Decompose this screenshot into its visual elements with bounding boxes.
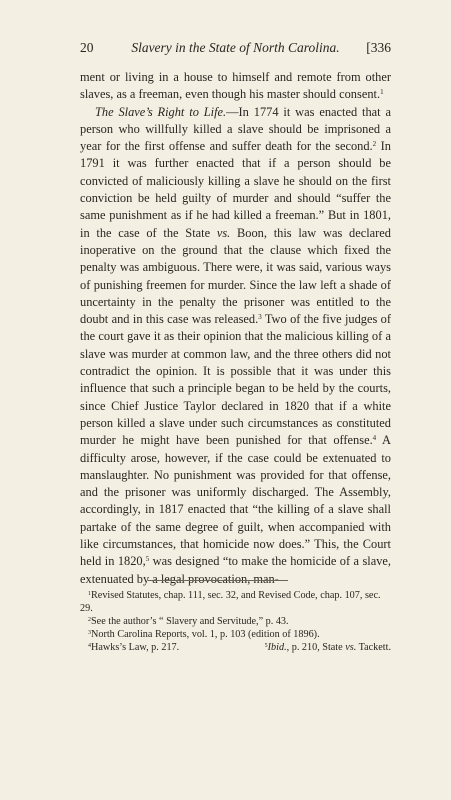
footnote-2 bbox=[80, 615, 391, 628]
paragraph-text-f: was designed “to make the homicide of a slave, extenuated by a legal provocation, man- bbox=[80, 554, 391, 586]
paragraph-text-d: Two of the five judges of the court gave it as their opinion that the malicious killing of a slave was murder at common law, and the three others did not contradict the opinion. It is possible that it was under this influence that such a principle began to be held by the courts, since Chief Justice Taylor declared in 1820 that if a white person killed a slave under such circumstances as constituted murder he might have been punished for that offense. bbox=[80, 312, 391, 448]
footnote-marker: 5 bbox=[264, 643, 268, 649]
body-text bbox=[80, 69, 391, 588]
running-header bbox=[80, 40, 391, 56]
ibid-abbrev: Ibid. bbox=[267, 642, 287, 653]
footnote-text: See the author’s “ Slavery and Servitude,” p. 43. bbox=[91, 616, 289, 627]
paragraph-text-b: In 1791 it was further enacted that if a person should be convicted of maliciously killing a slave he should on the first conviction be held guilty of murder and should “suffer the same punishment as if he had killed a freeman.” But in 1801, in the case of the State bbox=[80, 139, 391, 240]
versus-abbrev: vs. bbox=[345, 642, 357, 653]
page-number: 20 bbox=[80, 40, 94, 55]
footnote-text: North Carolina Reports, vol. 1, p. 103 (edition of 1896). bbox=[91, 629, 320, 640]
footnotes bbox=[80, 589, 391, 654]
footnote-divider bbox=[148, 580, 288, 581]
continuation-text: ment or living in a house to himself and remote from other slaves, as a freeman, even though his master should consent. bbox=[80, 70, 391, 102]
footnote-ref-5: 5 bbox=[145, 555, 150, 564]
versus-abbrev: vs. bbox=[216, 225, 231, 240]
running-title: Slavery in the State of North Carolina. bbox=[131, 40, 340, 55]
paragraph-text-e: A difficulty arose, however, if the case could be extenuated to manslaughter. No punishment was provided for that offense, and the prisoner was uniformly discharged. The Assembly, accordingly, in 1817 enacted that “the killing of a slave shall partake of the same degree of guilt, when accompanied with like circumstances, that homicide now does.” This, the Court held in 1820, bbox=[80, 433, 391, 569]
footnote-ref-1: 1 bbox=[380, 88, 384, 97]
footnote-1 bbox=[80, 589, 391, 615]
footnote-text: Tackett. bbox=[356, 642, 391, 653]
section-lead-in: The Slave’s Right to Life. bbox=[95, 104, 227, 119]
footnote-marker: 2 bbox=[88, 617, 91, 623]
footnote-marker: 3 bbox=[88, 630, 91, 636]
footnote-ref-4: 4 bbox=[372, 434, 377, 443]
footnote-marker: 4 bbox=[88, 643, 91, 649]
footnote-ref-2: 2 bbox=[372, 140, 377, 149]
paragraph-text-a: —In 1774 it was enacted that a person who willfully killed a slave should be imprisoned a year for the first offense and suffer death for the second. bbox=[80, 104, 391, 154]
bracket-page-number: [336 bbox=[366, 40, 391, 55]
continuation-paragraph bbox=[80, 69, 391, 104]
footnote-text: Hawks’s Law, p. 217. bbox=[91, 642, 180, 653]
footnote-ref-3: 3 bbox=[258, 313, 262, 322]
slaves-right-to-life-paragraph bbox=[80, 104, 391, 588]
footnote-4 bbox=[80, 641, 179, 654]
footnote-marker: 1 bbox=[88, 591, 91, 597]
paragraph-text-c: Boon, this law was declared inoperative on the ground that the clause which fixed the penalty was ambiguous. There were, it was said, various ways of punishing freemen for murder. Since the law left a shade of uncertainty in the penalty the prisoner was entitled to the doubt and in this case was released. bbox=[80, 225, 391, 327]
footnote-text: Revised Statutes, chap. 111, sec. 32, and Revised Code, chap. 107, sec. 29. bbox=[80, 590, 381, 614]
footnote-3 bbox=[80, 628, 391, 641]
footnote-5 bbox=[257, 641, 391, 654]
footnote-row-4-5 bbox=[80, 641, 391, 654]
footnote-text: , p. 210, State bbox=[286, 642, 346, 653]
